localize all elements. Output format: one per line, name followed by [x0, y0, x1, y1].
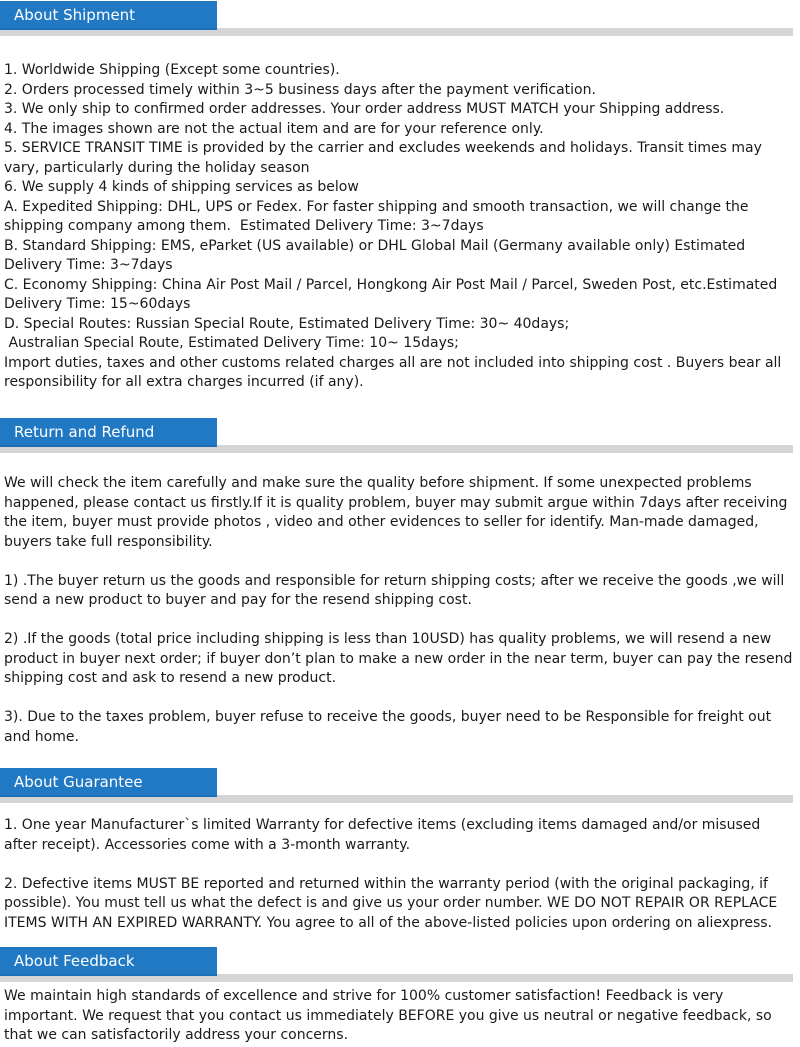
shipment-section-title: About Shipment [0, 1, 217, 28]
guarantee-section-title: About Guarantee [0, 768, 217, 795]
shipment-line: 4. The images shown are not the actual item and are for your reference only. [4, 120, 544, 137]
guarantee-paragraph: 1. One year Manufacturer`s limited Warranty for defective items (excluding items damaged and/or misused after receipt). Accessories come with a 3-month warranty. [4, 817, 765, 853]
refund-paragraph: We will check the item carefully and make sure the quality before shipment. If some unexpected problems happened, please contact us firstly.If it is quality problem, buyer may submit argue within 7days after receiving the item, buyer must provide photos , video and other evidences to seller for identify. Man-made damaged, buyers take full responsibility. [4, 475, 792, 550]
refund-policy-text [4, 474, 797, 747]
shipment-line: 3. We only ship to confirmed order addresses. Your order address MUST MATCH your Shipping address. [4, 101, 725, 117]
guarantee-section-header [0, 768, 800, 798]
refund-paragraph: 1) .The buyer return us the goods and responsible for return shipping costs; after we receive the goods ,we will send a new product to buyer and pay for the resend shipping cost. [4, 572, 789, 608]
shipment-line: 2. Orders processed timely within 3~5 business days after the payment verification. [4, 81, 596, 98]
feedback-section-title: About Feedback [0, 947, 217, 974]
shipment-line: A. Expedited Shipping: DHL, UPS or Fedex. For faster shipping and smooth transaction, we will change the shipping company among them. Estimated Delivery Time: 3~7days [4, 198, 753, 234]
feedback-section-header [0, 947, 800, 977]
refund-section-header [0, 418, 800, 448]
feedback-paragraph: We maintain high standards of excellence and strive for 100% customer satisfaction! Feedback is very important. We request that you contact us immediately BEFORE you give us neutral or negative feedback, so that we can satisfactorily address your concerns. [4, 988, 777, 1043]
guarantee-paragraph: 2. Defective items MUST BE reported and returned within the warranty period (with the original packaging, if possible). You must tell us what the defect is and give us your order number. WE DO NOT REPAIR OR REPLACE ITEMS WITH AN EXPIRED WARRANTY. You agree to all of the above-listed policies upon ordering on aliexpress. [4, 875, 782, 931]
shipment-line: D. Special Routes: Russian Special Route, Estimated Delivery Time: 30~ 40days; [4, 315, 570, 332]
section-divider [0, 445, 793, 453]
section-divider [0, 974, 793, 982]
shipment-line: 5. SERVICE TRANSIT TIME is provided by the carrier and excludes weekends and holidays. Transit times may vary, particularly during the holiday season [4, 140, 767, 176]
shipment-line: C. Economy Shipping: China Air Post Mail / Parcel, Hongkong Air Post Mail / Parcel, Sweden Post, etc.Estimated Delivery Time: 15~60days [4, 276, 782, 312]
refund-paragraph: 2) .If the goods (total price including shipping is less than 10USD) has quality problems, we will resend a new product in buyer next order; if buyer don’t plan to make a new order in the near term, buyer can pay the resend shipping cost and ask to resend a new product. [4, 631, 797, 686]
shipment-line: 1. Worldwide Shipping (Except some countries). [4, 62, 340, 78]
shipment-section-header [0, 1, 800, 31]
refund-section-title: Return and Refund [0, 418, 217, 445]
section-divider [0, 28, 793, 36]
shipment-line: B. Standard Shipping: EMS, eParket (US available) or DHL Global Mail (Germany available only) Estimated Delivery Time: 3~7days [4, 237, 750, 273]
feedback-policy-text [4, 987, 794, 1046]
shipment-line: Import duties, taxes and other customs related charges all are not included into shipping cost . Buyers bear all responsibility for all extra charges incurred (if any). [4, 354, 786, 390]
refund-paragraph: 3). Due to the taxes problem, buyer refuse to receive the goods, buyer need to be Responsible for freight out and home. [4, 709, 776, 745]
guarantee-policy-text [4, 816, 794, 933]
section-divider [0, 795, 793, 803]
shipment-line: 6. We supply 4 kinds of shipping services as below [4, 179, 359, 195]
shipment-line: Australian Special Route, Estimated Delivery Time: 10~ 15days; [4, 335, 459, 351]
shipment-policy-text [4, 61, 794, 393]
